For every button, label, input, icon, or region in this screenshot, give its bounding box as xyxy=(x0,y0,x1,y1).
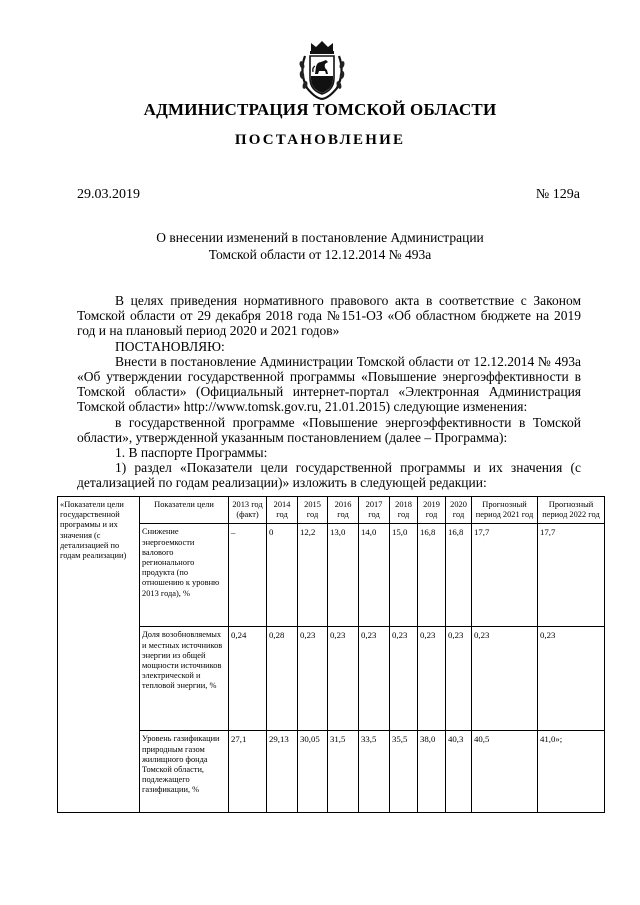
program-paragraph: в государственной программе «Повышение энергоэффективности в Томской области», утвержденной указанным постановлением (далее – Программа): xyxy=(77,414,581,445)
subject-line-1: О внесении изменений в постановление Администрации xyxy=(156,230,484,245)
value-cell: 0,23 xyxy=(359,627,390,731)
table-header-cell: 2017 год xyxy=(359,497,390,524)
value-cell: 0,23 xyxy=(472,627,538,731)
row-group-label: «Показатели цели государственной программы и их значения (с детализацией по годам реализации) xyxy=(58,497,140,813)
table-row xyxy=(58,731,605,813)
table-header-cell: 2014 год xyxy=(267,497,298,524)
value-cell: 40,3 xyxy=(446,731,472,813)
amendment-paragraph: Внести в постановление Администрации Томской области от 12.12.2014 № 493а «Об утверждении государственной программы «Повышение энергоэффективности в Томской области» (Официальный интернет-портал «Электронная Администрация Томской области» http://www.tomsk.gov.ru, 21.01.2015) следующие изменения: xyxy=(77,353,581,415)
value-cell: 0,23 xyxy=(390,627,418,731)
organization-title: АДМИНИСТРАЦИЯ ТОМСКОЙ ОБЛАСТИ xyxy=(143,100,497,119)
table-header-cell: 2018 год xyxy=(390,497,418,524)
table-header-cell: 2020 год xyxy=(446,497,472,524)
table-header-cell: Прогнозный период 2022 год xyxy=(538,497,605,524)
table-header-cell: 2015 год xyxy=(298,497,328,524)
value-cell: 30,05 xyxy=(298,731,328,813)
value-cell: 17,7 xyxy=(538,524,605,627)
value-cell: 0,28 xyxy=(267,627,298,731)
subject-line-2: Томской области от 12.12.2014 № 493а xyxy=(208,247,432,262)
value-cell: 35,5 xyxy=(390,731,418,813)
table-header-cell: Показатели цели xyxy=(140,497,229,524)
value-cell: 16,8 xyxy=(418,524,446,627)
value-cell: 0,23 xyxy=(328,627,359,731)
table-row xyxy=(58,524,605,627)
indicators-table xyxy=(57,496,605,813)
value-cell: 41,0»; xyxy=(538,731,605,813)
value-cell: 33,5 xyxy=(359,731,390,813)
document-type: ПОСТАНОВЛЕНИЕ xyxy=(234,132,406,148)
coat-of-arms-icon xyxy=(297,38,347,102)
value-cell: 40,5 xyxy=(472,731,538,813)
value-cell: 0,23 xyxy=(538,627,605,731)
value-cell: 0,23 xyxy=(418,627,446,731)
document-date: 29.03.2019 xyxy=(77,187,140,202)
value-cell: 15,0 xyxy=(390,524,418,627)
value-cell: 14,0 xyxy=(359,524,390,627)
passport-paragraph: 1. В паспорте Программы: xyxy=(115,445,268,461)
value-cell: 17,7 xyxy=(472,524,538,627)
section-paragraph: 1) раздел «Показатели цели государственной программы и их значения (с детализацией по годам реализации)» изложить в следующей редакции: xyxy=(77,460,581,491)
indicator-name: Уровень газификации природным газом жилищного фонда Томской области, подлежащего газификации, % xyxy=(140,731,229,813)
document-subject xyxy=(0,229,640,263)
value-cell: 29,13 xyxy=(267,731,298,813)
value-cell: 27,1 xyxy=(229,731,267,813)
value-cell: 0 xyxy=(267,524,298,627)
indicator-name: Снижение энергоемкости валового регионального продукта (по отношению к уровню 2013 года), % xyxy=(140,524,229,627)
value-cell: 0,24 xyxy=(229,627,267,731)
value-cell: 12,2 xyxy=(298,524,328,627)
indicators-table-container xyxy=(57,496,605,813)
preamble-paragraph: В целях приведения нормативного правового акта в соответствие с Законом Томской области от 29 декабря 2018 года №151-ОЗ «Об областном бюджете на 2019 год и на плановый период 2020 и 2021 годов» xyxy=(77,293,581,339)
table-header-cell: 2016 год xyxy=(328,497,359,524)
value-cell: 31,5 xyxy=(328,731,359,813)
value-cell: 38,0 xyxy=(418,731,446,813)
table-row xyxy=(58,627,605,731)
table-header-cell: Прогнозный период 2021 год xyxy=(472,497,538,524)
value-cell: 0,23 xyxy=(446,627,472,731)
value-cell: 16,8 xyxy=(446,524,472,627)
value-cell: 13,0 xyxy=(328,524,359,627)
table-header-cell: 2019 год xyxy=(418,497,446,524)
indicator-name: Доля возобновляемых и местных источников энергии из общей мощности источников электрической и тепловой энергии, % xyxy=(140,627,229,731)
value-cell: – xyxy=(229,524,267,627)
table-header-row xyxy=(58,497,605,524)
document-number: № 129а xyxy=(535,187,580,202)
resolution-word: ПОСТАНОВЛЯЮ: xyxy=(115,338,225,354)
table-header-cell: 2013 год (факт) xyxy=(229,497,267,524)
document-body xyxy=(77,293,581,491)
value-cell: 0,23 xyxy=(298,627,328,731)
